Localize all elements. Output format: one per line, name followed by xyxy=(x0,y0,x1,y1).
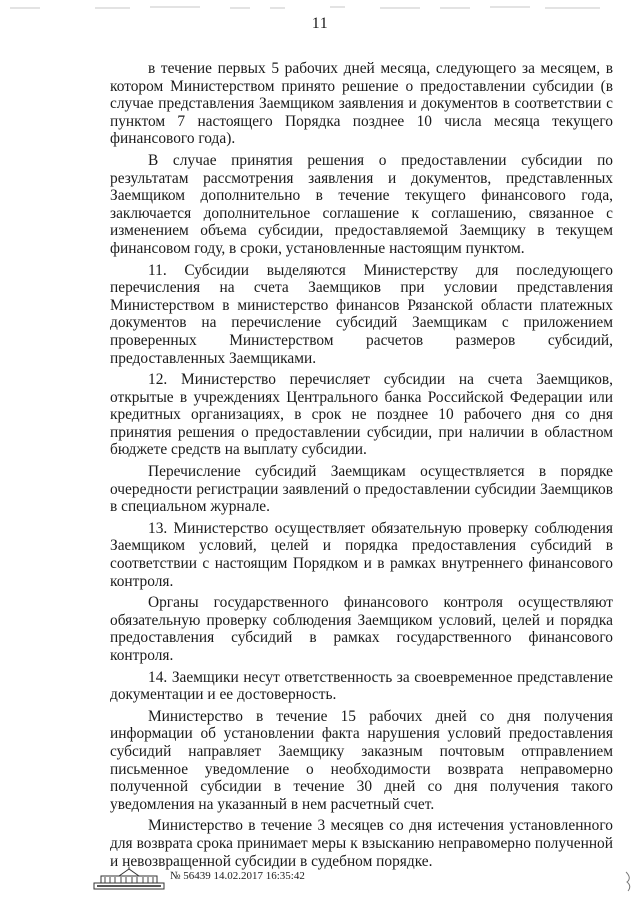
document-registration-number: № 56439 14.02.2017 16:35:42 xyxy=(170,870,305,882)
paragraph: 11. Субсидии выделяются Министерству для последующего перечисления на счета Заемщиков при условии представления Министерством в министерство финансов Рязанской области платежных документов на перечисление субсидий Заемщикам с приложением проверенных Министерством расчетов размеров субсидий, предоставленных Заемщиками. xyxy=(110,261,613,367)
paragraph: в течение первых 5 рабочих дней месяца, следующего за месяцем, в котором Министерством принято решение о предоставлении субсидии (в случае представления Заемщиком заявления и документов в соответствии с пунктом 7 настоящего Порядка позднее 10 числа месяца текущего финансового года). xyxy=(110,60,613,148)
paragraph: Органы государственного финансового контроля осуществляют обязательную проверку соблюдения Заемщиком условий, целей и порядка предоставления субсидий в рамках государственного финансового контроля. xyxy=(110,594,613,664)
scan-corner-mark xyxy=(624,870,634,892)
paragraph: Министерство в течение 3 месяцев со дня истечения установленного для возврата срока принимает меры к взысканию неправомерно полученной и невозвращенной субсидии в судебном порядке. xyxy=(110,817,613,870)
document-footer xyxy=(0,856,640,896)
paragraph: 14. Заемщики несут ответственность за своевременное представление документации и ее достоверность. xyxy=(110,668,613,704)
paragraph: В случае принятия решения о предоставлении субсидии по результатам рассмотрения заявления и документов, представленных Заемщиком дополнительно в течение текущего финансового года, заключается дополнительное соглашение к соглашению, связанное с изменением объема субсидии, предоставляемой Заемщику в текущем финансовом году, в сроки, установленные настоящим пунктом. xyxy=(110,151,613,257)
paragraph: Министерство в течение 15 рабочих дней со дня получения информации об установлении факта нарушения условий предоставления субсидий направляет Заемщику заказным почтовым отправлением письменное уведомление о необходимости возврата неправомерно полученной субсидии в течение 30 дней со дня получения такого уведомления на указанный в нем расчетный счет. xyxy=(110,707,613,813)
paragraph: Перечисление субсидий Заемщикам осуществляется в порядке очередности регистрации заявлений о предоставлении субсидии Заемщиков в специальном журнале. xyxy=(110,463,613,516)
paragraph: 13. Министерство осуществляет обязательную проверку соблюдения Заемщиком условий, целей и порядка предоставления субсидий в соответствии с настоящим Порядком и в рамках внутреннего финансового контроля. xyxy=(110,519,613,590)
document-body xyxy=(110,60,613,874)
paragraph: 12. Министерство перечисляет субсидии на счета Заемщиков, открытые в учреждениях Центрального банка Российской Федерации или кредитных организациях, в срок не позднее 10 рабочего дня со дня принятия решения о предоставлении субсидии, при наличии в областном бюджете средств на выплату субсидии. xyxy=(110,371,613,459)
government-building-logo xyxy=(93,866,165,890)
page-number: 11 xyxy=(311,15,329,32)
